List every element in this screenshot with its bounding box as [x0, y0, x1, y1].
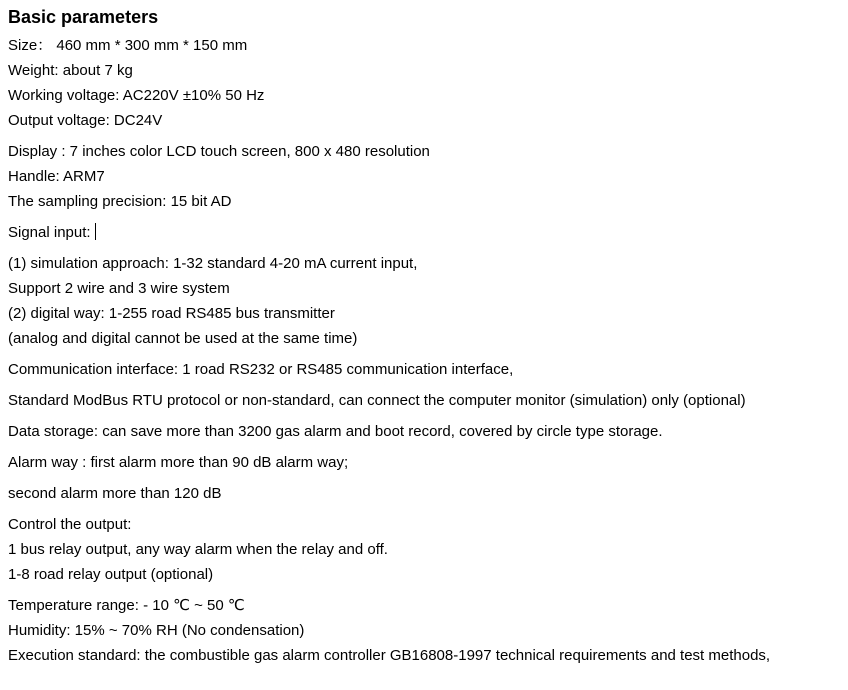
param-display: Display : 7 inches color LCD touch screen, 800 x 480 resolution [8, 143, 430, 160]
param-bus-relay-output: 1 bus relay output, any way alarm when the relay and off. [8, 541, 388, 558]
param-road-relay-output: 1-8 road relay output (optional) [8, 566, 214, 583]
param-digital-way: (2) digital way: 1-255 road RS485 bus transmitter [8, 305, 335, 322]
param-simulation-approach: (1) simulation approach: 1-32 standard 4-20 mA current input, [8, 255, 418, 272]
param-working-voltage: Working voltage: AC220V ±10% 50 Hz [8, 87, 265, 104]
param-weight: Weight: about 7 kg [8, 62, 133, 79]
param-alarm-way-first: Alarm way : first alarm more than 90 dB alarm way; [8, 454, 349, 471]
param-analog-digital-note: (analog and digital cannot be used at the same time) [8, 330, 358, 347]
param-size: Size： 460 mm * 300 mm * 150 mm [8, 37, 248, 54]
param-output-voltage: Output voltage: DC24V [8, 112, 163, 129]
text-cursor [95, 223, 96, 240]
param-execution-standard: Execution standard: the combustible gas alarm controller GB16808-1997 technical requirements and test methods, [8, 647, 771, 664]
param-modbus-protocol: Standard ModBus RTU protocol or non-standard, can connect the computer monitor (simulation) only (optional) [8, 392, 746, 409]
param-sampling-precision: The sampling precision: 15 bit AD [8, 193, 232, 210]
param-signal-input-row[interactable] [8, 220, 843, 245]
document-body [8, 5, 843, 668]
param-communication-interface: Communication interface: 1 road RS232 or RS485 communication interface, [8, 361, 514, 378]
param-signal-input: Signal input: [8, 224, 91, 241]
param-alarm-way-second: second alarm more than 120 dB [8, 485, 222, 502]
param-humidity: Humidity: 15% ~ 70% RH (No condensation) [8, 622, 305, 639]
section-title: Basic parameters [8, 7, 159, 27]
param-handle: Handle: ARM7 [8, 168, 105, 185]
param-wire-support: Support 2 wire and 3 wire system [8, 280, 230, 297]
param-temperature-range: Temperature range: - 10 ℃ ~ 50 ℃ [8, 597, 245, 614]
param-data-storage: Data storage: can save more than 3200 gas alarm and boot record, covered by circle type storage. [8, 423, 663, 440]
param-control-output: Control the output: [8, 516, 132, 533]
